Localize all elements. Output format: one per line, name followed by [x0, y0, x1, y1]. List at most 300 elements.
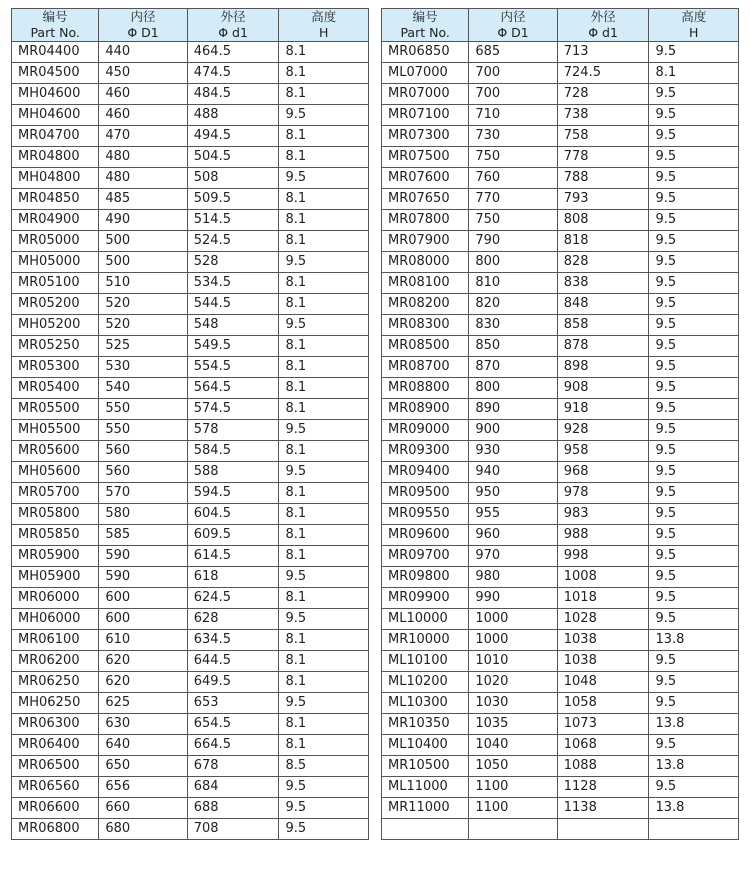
- cell-part-no: MR11000: [382, 798, 469, 819]
- cell-height: 8.1: [279, 735, 369, 756]
- cell-outer-diameter: 578: [187, 420, 279, 441]
- cell-height: 9.5: [279, 567, 369, 588]
- cell-height: 8.5: [279, 756, 369, 777]
- cell-height: 9.5: [279, 252, 369, 273]
- cell-height: 9.5: [279, 315, 369, 336]
- cell-inner-diameter: 750: [469, 210, 557, 231]
- cell-part-no: MR08800: [382, 378, 469, 399]
- cell-outer-diameter: 474.5: [187, 63, 279, 84]
- cell-part-no: MR05900: [12, 546, 99, 567]
- cell-outer-diameter: 504.5: [187, 147, 279, 168]
- table-row: [382, 546, 739, 567]
- cell-outer-diameter: 758: [557, 126, 649, 147]
- table-row: [12, 147, 369, 168]
- table-row: [382, 189, 739, 210]
- cell-inner-diameter: 585: [99, 525, 187, 546]
- table-row: [12, 483, 369, 504]
- cell-height: 9.5: [649, 231, 739, 252]
- cell-part-no: MR06850: [382, 42, 469, 63]
- cell-outer-diameter: 588: [187, 462, 279, 483]
- cell-height: 9.5: [649, 315, 739, 336]
- cell-inner-diameter: 890: [469, 399, 557, 420]
- spec-table-right: [381, 8, 739, 840]
- cell-part-no: MR09300: [382, 441, 469, 462]
- cell-height: 9.5: [649, 693, 739, 714]
- spec-table-left: [11, 8, 369, 840]
- cell-outer-diameter: 684: [187, 777, 279, 798]
- cell-part-no: MR07500: [382, 147, 469, 168]
- table-row: [382, 105, 739, 126]
- cell-height: 9.5: [649, 735, 739, 756]
- table-row: [382, 399, 739, 420]
- cell-inner-diameter: 510: [99, 273, 187, 294]
- cell-height: 9.5: [649, 546, 739, 567]
- cell-outer-diameter: 609.5: [187, 525, 279, 546]
- table-row: [382, 714, 739, 735]
- cell-part-no: MR08700: [382, 357, 469, 378]
- cell-outer-diameter: 828: [557, 252, 649, 273]
- cell-inner-diameter: 490: [99, 210, 187, 231]
- cell-inner-diameter: [469, 819, 557, 840]
- cell-part-no: MR10350: [382, 714, 469, 735]
- cell-inner-diameter: 500: [99, 252, 187, 273]
- header-inner-cn: 内径: [469, 9, 557, 26]
- cell-height: 9.5: [649, 210, 739, 231]
- table-row: [382, 777, 739, 798]
- cell-outer-diameter: 1068: [557, 735, 649, 756]
- cell-part-no: MR07900: [382, 231, 469, 252]
- header-height-cn: 高度: [279, 9, 369, 26]
- table-body: [12, 42, 369, 840]
- table-row: [382, 567, 739, 588]
- cell-outer-diameter: 594.5: [187, 483, 279, 504]
- header-part-en: Part No.: [382, 25, 469, 42]
- header-height-en: H: [649, 25, 739, 42]
- table-row: [382, 609, 739, 630]
- cell-inner-diameter: 480: [99, 147, 187, 168]
- table-row: [382, 315, 739, 336]
- cell-inner-diameter: 810: [469, 273, 557, 294]
- cell-height: 9.5: [649, 609, 739, 630]
- cell-part-no: MH05600: [12, 462, 99, 483]
- cell-height: 9.5: [649, 189, 739, 210]
- cell-inner-diameter: 700: [469, 84, 557, 105]
- cell-height: 9.5: [649, 252, 739, 273]
- cell-height: 9.5: [649, 84, 739, 105]
- table-row: [12, 357, 369, 378]
- cell-part-no: MR05700: [12, 483, 99, 504]
- cell-height: 13.8: [649, 630, 739, 651]
- table-row: [12, 672, 369, 693]
- cell-outer-diameter: 528: [187, 252, 279, 273]
- cell-inner-diameter: 830: [469, 315, 557, 336]
- cell-inner-diameter: 970: [469, 546, 557, 567]
- cell-part-no: MR05400: [12, 378, 99, 399]
- cell-inner-diameter: 650: [99, 756, 187, 777]
- table-row: [382, 588, 739, 609]
- cell-height: 9.5: [649, 462, 739, 483]
- table-row: [12, 630, 369, 651]
- cell-height: 8.1: [279, 378, 369, 399]
- cell-part-no: MR06100: [12, 630, 99, 651]
- cell-part-no: MR09400: [382, 462, 469, 483]
- cell-part-no: MR09550: [382, 504, 469, 525]
- cell-height: 8.1: [279, 672, 369, 693]
- table-row: [12, 441, 369, 462]
- cell-height: [649, 819, 739, 840]
- cell-height: 9.5: [649, 336, 739, 357]
- table-row: [382, 147, 739, 168]
- cell-height: 9.5: [649, 378, 739, 399]
- cell-outer-diameter: 514.5: [187, 210, 279, 231]
- cell-inner-diameter: 870: [469, 357, 557, 378]
- cell-inner-diameter: 760: [469, 168, 557, 189]
- cell-part-no: ML10000: [382, 609, 469, 630]
- cell-inner-diameter: 950: [469, 483, 557, 504]
- cell-part-no: MH04600: [12, 105, 99, 126]
- cell-part-no: MR06200: [12, 651, 99, 672]
- cell-height: 9.5: [649, 588, 739, 609]
- cell-height: 9.5: [649, 483, 739, 504]
- cell-inner-diameter: 700: [469, 63, 557, 84]
- cell-inner-diameter: 850: [469, 336, 557, 357]
- cell-height: 8.1: [279, 84, 369, 105]
- cell-part-no: MR05200: [12, 294, 99, 315]
- cell-part-no: MR09000: [382, 420, 469, 441]
- table-row: [12, 84, 369, 105]
- cell-outer-diameter: 1058: [557, 693, 649, 714]
- cell-outer-diameter: 928: [557, 420, 649, 441]
- cell-inner-diameter: 590: [99, 546, 187, 567]
- table-row: [12, 273, 369, 294]
- cell-outer-diameter: 818: [557, 231, 649, 252]
- table-row: [12, 210, 369, 231]
- table-row: [382, 504, 739, 525]
- table-row: [382, 84, 739, 105]
- cell-height: 8.1: [279, 525, 369, 546]
- table-row: [382, 357, 739, 378]
- cell-outer-diameter: 898: [557, 357, 649, 378]
- cell-outer-diameter: 1088: [557, 756, 649, 777]
- cell-part-no: MR07000: [382, 84, 469, 105]
- cell-inner-diameter: 680: [99, 819, 187, 840]
- cell-part-no: MR04850: [12, 189, 99, 210]
- table-row: [382, 735, 739, 756]
- table-row: [12, 546, 369, 567]
- cell-inner-diameter: 570: [99, 483, 187, 504]
- cell-part-no: [382, 819, 469, 840]
- cell-height: 8.1: [279, 210, 369, 231]
- cell-inner-diameter: 530: [99, 357, 187, 378]
- table-row: [382, 294, 739, 315]
- cell-outer-diameter: 968: [557, 462, 649, 483]
- cell-outer-diameter: 793: [557, 189, 649, 210]
- cell-part-no: MR04500: [12, 63, 99, 84]
- table-row: [12, 714, 369, 735]
- cell-height: 9.5: [279, 168, 369, 189]
- cell-part-no: MR05300: [12, 357, 99, 378]
- cell-part-no: MR07100: [382, 105, 469, 126]
- cell-outer-diameter: 628: [187, 609, 279, 630]
- cell-part-no: ML10100: [382, 651, 469, 672]
- cell-part-no: MR06300: [12, 714, 99, 735]
- cell-height: 8.1: [279, 651, 369, 672]
- cell-part-no: MR08200: [382, 294, 469, 315]
- cell-outer-diameter: 848: [557, 294, 649, 315]
- cell-part-no: ML11000: [382, 777, 469, 798]
- cell-part-no: MR05600: [12, 441, 99, 462]
- cell-height: 9.5: [649, 168, 739, 189]
- cell-part-no: MR05500: [12, 399, 99, 420]
- cell-outer-diameter: 464.5: [187, 42, 279, 63]
- cell-inner-diameter: 460: [99, 105, 187, 126]
- cell-inner-diameter: 580: [99, 504, 187, 525]
- cell-outer-diameter: 728: [557, 84, 649, 105]
- cell-part-no: MH05000: [12, 252, 99, 273]
- cell-height: 8.1: [279, 504, 369, 525]
- header-height-cn: 高度: [649, 9, 739, 26]
- table-row: [12, 504, 369, 525]
- table-row: [12, 399, 369, 420]
- table-row: [382, 378, 739, 399]
- cell-outer-diameter: 484.5: [187, 84, 279, 105]
- table-row: [382, 819, 739, 840]
- cell-part-no: MR05100: [12, 273, 99, 294]
- cell-part-no: MR05000: [12, 231, 99, 252]
- cell-height: 8.1: [279, 714, 369, 735]
- cell-height: 8.1: [279, 63, 369, 84]
- table-row: [382, 672, 739, 693]
- cell-part-no: MR09600: [382, 525, 469, 546]
- cell-part-no: MH05500: [12, 420, 99, 441]
- table-row: [382, 441, 739, 462]
- table-row: [12, 756, 369, 777]
- cell-height: 8.1: [279, 147, 369, 168]
- cell-part-no: MR05250: [12, 336, 99, 357]
- cell-outer-diameter: 1128: [557, 777, 649, 798]
- cell-outer-diameter: 724.5: [557, 63, 649, 84]
- table-row: [12, 693, 369, 714]
- cell-height: 13.8: [649, 756, 739, 777]
- cell-part-no: MR09700: [382, 546, 469, 567]
- table-row: [382, 462, 739, 483]
- cell-inner-diameter: 550: [99, 420, 187, 441]
- cell-inner-diameter: 656: [99, 777, 187, 798]
- cell-outer-diameter: 494.5: [187, 126, 279, 147]
- header-part-en: Part No.: [12, 25, 99, 42]
- cell-inner-diameter: 620: [99, 672, 187, 693]
- cell-height: 9.5: [649, 126, 739, 147]
- header-height-en: H: [279, 25, 369, 42]
- table-row: [12, 588, 369, 609]
- cell-height: 9.5: [649, 399, 739, 420]
- cell-outer-diameter: 978: [557, 483, 649, 504]
- cell-inner-diameter: 660: [99, 798, 187, 819]
- cell-height: 9.5: [649, 420, 739, 441]
- header-inner-en: Φ D1: [469, 25, 557, 42]
- cell-part-no: MR06500: [12, 756, 99, 777]
- cell-outer-diameter: 1018: [557, 588, 649, 609]
- cell-inner-diameter: 1100: [469, 798, 557, 819]
- cell-part-no: MR06400: [12, 735, 99, 756]
- cell-height: 8.1: [279, 126, 369, 147]
- cell-part-no: MH05900: [12, 567, 99, 588]
- cell-inner-diameter: 630: [99, 714, 187, 735]
- cell-part-no: MR08100: [382, 273, 469, 294]
- table-row: [12, 420, 369, 441]
- cell-height: 8.1: [279, 42, 369, 63]
- cell-outer-diameter: 983: [557, 504, 649, 525]
- cell-inner-diameter: 955: [469, 504, 557, 525]
- cell-part-no: MR04400: [12, 42, 99, 63]
- cell-outer-diameter: 604.5: [187, 504, 279, 525]
- table-row: [382, 651, 739, 672]
- table-row: [382, 168, 739, 189]
- cell-inner-diameter: 540: [99, 378, 187, 399]
- cell-outer-diameter: 878: [557, 336, 649, 357]
- table-row: [12, 336, 369, 357]
- table-row: [12, 105, 369, 126]
- header-outer-en: Φ d1: [187, 25, 279, 42]
- cell-height: 9.5: [649, 441, 739, 462]
- cell-inner-diameter: 440: [99, 42, 187, 63]
- table-row: [12, 651, 369, 672]
- cell-part-no: MR05800: [12, 504, 99, 525]
- cell-height: 9.5: [649, 294, 739, 315]
- cell-inner-diameter: 460: [99, 84, 187, 105]
- cell-height: 8.1: [279, 294, 369, 315]
- table-row: [382, 693, 739, 714]
- cell-inner-diameter: 600: [99, 588, 187, 609]
- cell-height: 9.5: [279, 798, 369, 819]
- cell-outer-diameter: 654.5: [187, 714, 279, 735]
- table-body: [382, 42, 739, 840]
- table-row: [12, 735, 369, 756]
- cell-part-no: MR04700: [12, 126, 99, 147]
- cell-outer-diameter: 1048: [557, 672, 649, 693]
- table-row: [12, 126, 369, 147]
- cell-outer-diameter: 634.5: [187, 630, 279, 651]
- cell-part-no: MR06600: [12, 798, 99, 819]
- cell-outer-diameter: 618: [187, 567, 279, 588]
- cell-part-no: ML10300: [382, 693, 469, 714]
- cell-part-no: MH04800: [12, 168, 99, 189]
- cell-outer-diameter: 548: [187, 315, 279, 336]
- cell-outer-diameter: 858: [557, 315, 649, 336]
- table-row: [12, 819, 369, 840]
- cell-inner-diameter: 590: [99, 567, 187, 588]
- cell-part-no: MH06250: [12, 693, 99, 714]
- cell-height: 9.5: [649, 147, 739, 168]
- cell-height: 9.5: [649, 651, 739, 672]
- cell-outer-diameter: 708: [187, 819, 279, 840]
- cell-inner-diameter: 485: [99, 189, 187, 210]
- cell-inner-diameter: 600: [99, 609, 187, 630]
- cell-height: 9.5: [649, 504, 739, 525]
- header-inner-cn: 内径: [99, 9, 187, 26]
- cell-inner-diameter: 980: [469, 567, 557, 588]
- cell-inner-diameter: 500: [99, 231, 187, 252]
- cell-height: 8.1: [279, 399, 369, 420]
- cell-outer-diameter: 1038: [557, 651, 649, 672]
- cell-part-no: MR10000: [382, 630, 469, 651]
- cell-part-no: MR07650: [382, 189, 469, 210]
- cell-outer-diameter: 808: [557, 210, 649, 231]
- cell-part-no: MR07300: [382, 126, 469, 147]
- cell-inner-diameter: 990: [469, 588, 557, 609]
- cell-height: 8.1: [279, 441, 369, 462]
- table-header: [12, 9, 369, 42]
- cell-height: 9.5: [649, 105, 739, 126]
- cell-inner-diameter: 520: [99, 294, 187, 315]
- cell-outer-diameter: 738: [557, 105, 649, 126]
- table-row: [382, 336, 739, 357]
- cell-outer-diameter: 788: [557, 168, 649, 189]
- cell-height: 9.5: [649, 672, 739, 693]
- cell-height: 8.1: [279, 273, 369, 294]
- cell-inner-diameter: 525: [99, 336, 187, 357]
- cell-inner-diameter: 620: [99, 651, 187, 672]
- table-row: [12, 777, 369, 798]
- cell-inner-diameter: 685: [469, 42, 557, 63]
- cell-outer-diameter: 1073: [557, 714, 649, 735]
- cell-part-no: MR09900: [382, 588, 469, 609]
- table-row: [12, 294, 369, 315]
- cell-part-no: MR04800: [12, 147, 99, 168]
- cell-inner-diameter: 960: [469, 525, 557, 546]
- cell-outer-diameter: 988: [557, 525, 649, 546]
- table-row: [382, 42, 739, 63]
- table-row: [382, 231, 739, 252]
- cell-inner-diameter: 820: [469, 294, 557, 315]
- cell-part-no: MH06000: [12, 609, 99, 630]
- cell-inner-diameter: 1100: [469, 777, 557, 798]
- table-row: [12, 189, 369, 210]
- cell-height: 9.5: [279, 819, 369, 840]
- table-row: [382, 756, 739, 777]
- cell-outer-diameter: 713: [557, 42, 649, 63]
- cell-outer-diameter: 624.5: [187, 588, 279, 609]
- table-row: [12, 42, 369, 63]
- cell-inner-diameter: 940: [469, 462, 557, 483]
- table-row: [12, 798, 369, 819]
- cell-inner-diameter: 1050: [469, 756, 557, 777]
- table-row: [12, 315, 369, 336]
- cell-outer-diameter: 544.5: [187, 294, 279, 315]
- cell-height: 8.1: [279, 336, 369, 357]
- header-outer-cn: 外径: [187, 9, 279, 26]
- cell-inner-diameter: 710: [469, 105, 557, 126]
- table-row: [382, 798, 739, 819]
- cell-outer-diameter: 838: [557, 273, 649, 294]
- cell-height: 8.1: [279, 630, 369, 651]
- cell-inner-diameter: 550: [99, 399, 187, 420]
- cell-inner-diameter: 640: [99, 735, 187, 756]
- cell-outer-diameter: 918: [557, 399, 649, 420]
- cell-inner-diameter: 730: [469, 126, 557, 147]
- cell-outer-diameter: 1008: [557, 567, 649, 588]
- cell-outer-diameter: 574.5: [187, 399, 279, 420]
- cell-part-no: MR07600: [382, 168, 469, 189]
- cell-part-no: MR06000: [12, 588, 99, 609]
- cell-part-no: ML10400: [382, 735, 469, 756]
- cell-part-no: MR04900: [12, 210, 99, 231]
- table-row: [382, 525, 739, 546]
- table-row: [382, 210, 739, 231]
- cell-outer-diameter: [557, 819, 649, 840]
- table-row: [12, 168, 369, 189]
- cell-outer-diameter: 649.5: [187, 672, 279, 693]
